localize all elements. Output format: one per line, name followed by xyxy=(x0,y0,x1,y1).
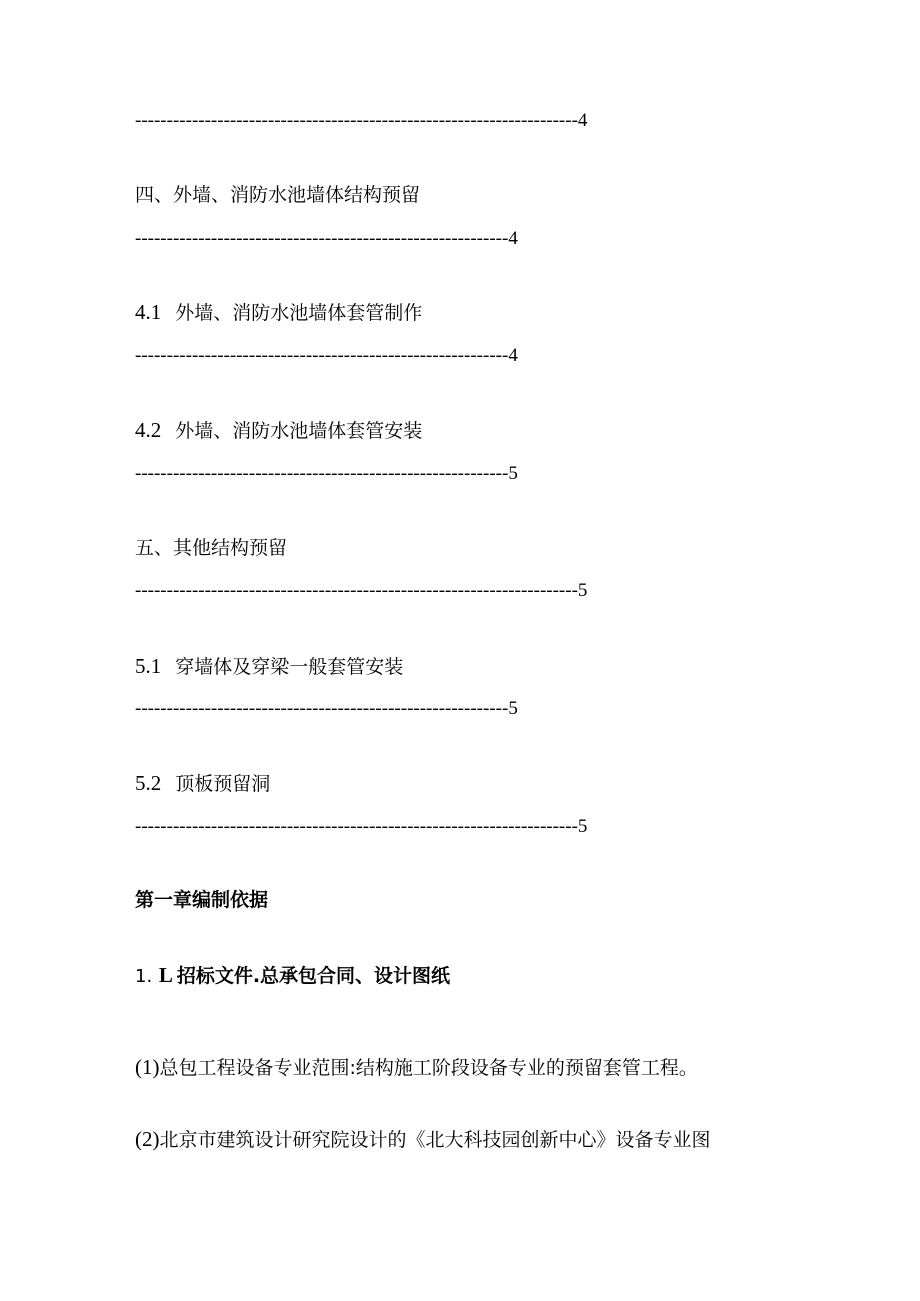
toc-page-number: 4 xyxy=(508,345,518,366)
section-prefix: 1. xyxy=(135,966,153,987)
toc-leader-dashes: ---------------------------------------------------------------------- xyxy=(135,110,578,131)
chapter-title xyxy=(135,891,268,910)
toc-entry-title-1[interactable] xyxy=(135,186,420,205)
toc-entry-title: 外墙、消防水池墙体套管安装 xyxy=(175,420,423,442)
chapter-title-text: 第一章编制依据 xyxy=(135,889,269,911)
toc-leader-4 xyxy=(135,581,587,600)
toc-entry-number: 4.1 xyxy=(135,300,162,324)
paragraph-1 xyxy=(135,1057,698,1078)
toc-page-number: 5 xyxy=(508,698,518,719)
toc-entry-title-6[interactable] xyxy=(135,773,270,794)
toc-entry-number: 5.2 xyxy=(135,771,162,795)
toc-leader-6 xyxy=(135,817,587,836)
toc-leader-dashes: ---------------------------------------------------------------------- xyxy=(135,580,578,601)
toc-leader-dashes: ---------------------------------------------------------------------- xyxy=(135,816,578,837)
toc-entry-title-5[interactable] xyxy=(135,656,403,677)
toc-leader-1 xyxy=(135,229,518,248)
toc-entry-title: 四、外墙、消防水池墙体结构预留 xyxy=(135,184,421,206)
toc-entry-title: 五、其他结构预留 xyxy=(135,537,288,559)
paragraph-text: 总包工程设备专业范围:结构施工阶段设备专业的预留套管工程。 xyxy=(159,1057,698,1079)
toc-entry-title: 穿墙体及穿梁一般套管安装 xyxy=(175,656,404,678)
toc-page-number: 5 xyxy=(508,463,518,484)
toc-leader-0 xyxy=(135,111,587,130)
toc-leader-dashes: ----------------------------------------------------------- xyxy=(135,228,509,249)
toc-entry-title-2[interactable] xyxy=(135,302,422,323)
toc-entry-title: 顶板预留洞 xyxy=(175,773,271,795)
toc-leader-dashes: ----------------------------------------------------------- xyxy=(135,463,509,484)
toc-page-number: 5 xyxy=(577,580,588,601)
section-title xyxy=(135,965,450,986)
section-letter: L xyxy=(158,963,173,987)
toc-leader-dashes: ----------------------------------------------------------- xyxy=(135,698,509,719)
paragraph-text: 北京市建筑设计研究院设计的《北大科技园创新中心》设备专业图 xyxy=(159,1129,711,1151)
toc-entry-title: 外墙、消防水池墙体套管制作 xyxy=(175,302,423,324)
toc-page-number: 5 xyxy=(577,816,588,837)
section-title-text: 招标文件.总承包合同、设计图纸 xyxy=(176,965,451,987)
toc-entry-title-3[interactable] xyxy=(135,420,422,441)
toc-page-number: 4 xyxy=(577,110,588,131)
toc-page-number: 4 xyxy=(508,228,518,249)
toc-entry-number: 5.1 xyxy=(135,654,162,678)
toc-leader-5 xyxy=(135,699,518,718)
toc-leader-2 xyxy=(135,346,518,365)
toc-leader-3 xyxy=(135,464,518,483)
paragraph-marker: (2) xyxy=(135,1127,160,1151)
paragraph-marker: (1) xyxy=(135,1055,160,1079)
toc-entry-title-4[interactable] xyxy=(135,539,287,558)
toc-entry-number: 4.2 xyxy=(135,418,162,442)
paragraph-2 xyxy=(135,1129,711,1150)
toc-leader-dashes: ----------------------------------------------------------- xyxy=(135,345,509,366)
